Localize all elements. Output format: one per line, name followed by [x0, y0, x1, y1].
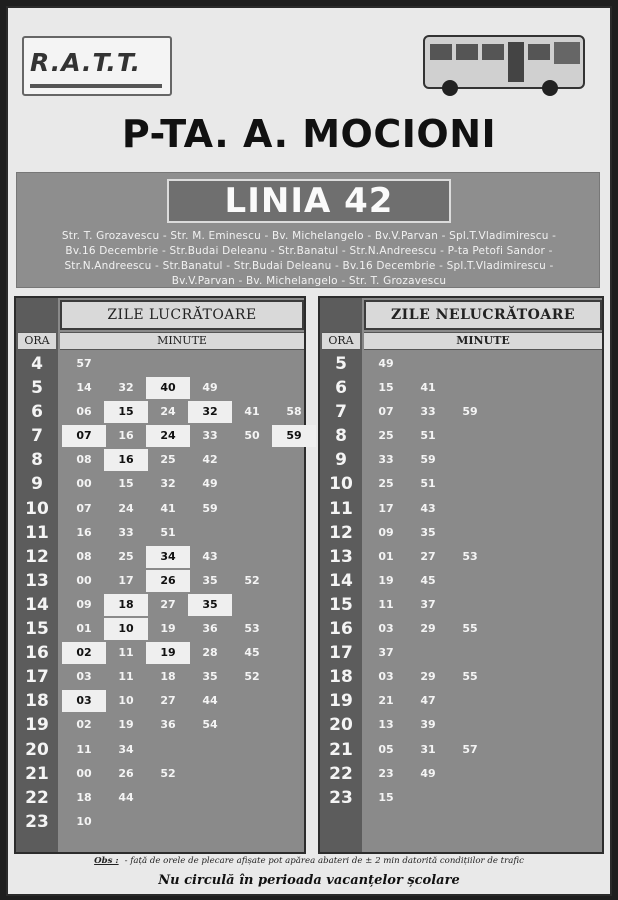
hour-cell: 8	[335, 426, 347, 447]
hour-cell: 6	[335, 378, 347, 399]
hour-cell: 4	[31, 354, 43, 374]
minute-cell: 52	[244, 670, 260, 684]
minute-cell: 27	[420, 549, 436, 563]
minute-cell: 59	[272, 425, 316, 447]
hour-cell: 19	[25, 715, 49, 736]
minute-cell: 43	[420, 501, 436, 515]
minute-cell: 52	[244, 573, 260, 587]
minute-cell: 03	[62, 690, 106, 712]
minute-cell: 03	[76, 670, 92, 684]
minute-cell: 08	[76, 549, 92, 563]
timetable-row	[320, 641, 602, 665]
timetable-row	[320, 497, 602, 521]
timetable-row	[16, 713, 304, 737]
timetable-row	[16, 424, 304, 448]
timetable-row	[320, 569, 602, 593]
timetable-row	[320, 593, 602, 617]
minute-cell: 49	[202, 477, 218, 491]
minute-cell: 25	[160, 453, 176, 467]
minute-cell: 41	[420, 381, 436, 395]
minute-cell: 32	[118, 381, 134, 395]
bus-icon	[420, 28, 588, 100]
weekend-title: ZILE NELUCRĂTOARE	[364, 300, 602, 330]
obs-text: - față de orele de plecare afișate pot apărea abateri de ± 2 min datorită condițiilor de trafic	[124, 856, 524, 866]
minute-cell: 18	[160, 670, 176, 684]
minute-cell: 55	[462, 670, 478, 684]
minute-cell: 59	[462, 405, 478, 419]
timetable-row	[16, 617, 304, 641]
timetable-row	[320, 617, 602, 641]
minute-cell: 10	[118, 694, 134, 708]
hour-cell: 10	[25, 498, 49, 519]
minute-cell: 35	[420, 525, 436, 539]
minute-cell: 09	[76, 597, 92, 611]
timetable-row	[16, 497, 304, 521]
timetable-row	[16, 472, 304, 496]
timetable-row	[320, 448, 602, 472]
minute-cell: 53	[462, 549, 478, 563]
minute-cell: 44	[202, 694, 218, 708]
timetable-row	[16, 738, 304, 762]
minute-cell: 00	[76, 766, 92, 780]
hour-cell: 23	[25, 811, 49, 832]
minute-cell: 24	[118, 501, 134, 515]
route-line: Str.N.Andreescu - Str.Banatul - Str.Budai Deleanu - Bv.16 Decembrie - Spl.T.Vladimirescu -	[64, 260, 554, 272]
minute-cell: 36	[160, 718, 176, 732]
hour-cell: 9	[31, 474, 43, 495]
hour-cell: 13	[329, 546, 353, 567]
minute-cell: 02	[76, 718, 92, 732]
hour-header: ORA	[322, 332, 360, 350]
minute-cell: 01	[76, 622, 92, 636]
minute-cell: 33	[118, 525, 134, 539]
timetable-row	[16, 665, 304, 689]
route-description	[23, 229, 595, 289]
minute-cell: 59	[202, 501, 218, 515]
minute-cell: 07	[76, 501, 92, 515]
minute-cell: 52	[160, 766, 176, 780]
weekend-rows	[320, 352, 602, 810]
minute-cell: 43	[202, 549, 218, 563]
timetable-row	[320, 521, 602, 545]
hour-cell: 21	[25, 763, 49, 784]
minute-cell: 32	[160, 477, 176, 491]
hour-cell: 21	[329, 739, 353, 760]
hour-cell: 17	[329, 643, 353, 664]
minute-cell: 17	[118, 573, 134, 587]
hour-cell: 18	[25, 691, 49, 712]
minute-cell: 33	[378, 453, 394, 467]
route-line: Bv.16 Decembrie - Str.Budai Deleanu - Str.Banatul - Str.N.Andreescu - P-ta Petofi Sandor -	[65, 245, 553, 257]
minute-cell: 32	[188, 401, 232, 423]
minute-cell: 49	[378, 357, 394, 370]
timetable-row	[320, 665, 602, 689]
minute-cell: 14	[76, 381, 92, 395]
minute-cell: 44	[118, 790, 134, 804]
minute-cell: 21	[378, 694, 394, 708]
minute-cell: 19	[160, 622, 176, 636]
minute-cell: 11	[118, 670, 134, 684]
minute-cell: 53	[244, 622, 260, 636]
hour-cell: 12	[329, 522, 353, 543]
minute-cell: 16	[118, 429, 134, 443]
hour-cell: 14	[329, 570, 353, 591]
minute-cell: 07	[378, 405, 394, 419]
route-line: Str. T. Grozavescu - Str. M. Eminescu - Bv. Michelangelo - Bv.V.Parvan - Spl.T.Vladimirescu -	[61, 230, 557, 242]
minute-cell: 26	[118, 766, 134, 780]
minute-cell: 45	[244, 646, 260, 660]
minute-cell: 45	[420, 573, 436, 587]
minute-cell: 27	[160, 597, 176, 611]
minute-cell: 10	[76, 814, 92, 828]
minute-cell: 02	[62, 642, 106, 664]
minute-cell: 29	[420, 622, 436, 636]
hour-cell: 11	[25, 522, 49, 543]
minute-cell: 13	[378, 718, 394, 732]
minute-cell: 51	[420, 477, 436, 491]
minute-cell: 11	[118, 646, 134, 660]
minute-cell: 03	[378, 670, 394, 684]
minute-cell: 37	[378, 646, 394, 660]
minute-cell: 11	[76, 742, 92, 756]
minute-cell: 10	[104, 618, 148, 640]
minute-cell: 42	[202, 453, 218, 467]
minute-cell: 57	[462, 742, 478, 756]
route-band	[16, 172, 600, 288]
minute-cell: 25	[118, 549, 134, 563]
hour-cell: 5	[335, 354, 347, 374]
minutes-header: MINUTE	[364, 332, 602, 350]
minute-cell: 54	[202, 718, 218, 732]
timetable-row	[16, 786, 304, 810]
timetable-row	[16, 641, 304, 665]
timetable-row	[320, 689, 602, 713]
timetable-row	[16, 376, 304, 400]
minute-cell: 59	[420, 453, 436, 467]
minute-cell: 17	[378, 501, 394, 515]
minute-cell: 49	[420, 766, 436, 780]
minute-cell: 18	[76, 790, 92, 804]
minute-cell: 09	[378, 525, 394, 539]
ratt-logo	[22, 36, 172, 96]
timetable-row	[320, 376, 602, 400]
hour-cell: 14	[25, 594, 49, 615]
minute-cell: 33	[202, 429, 218, 443]
weekend-table	[318, 296, 604, 854]
hour-cell: 9	[335, 450, 347, 471]
timetable-row	[16, 545, 304, 569]
minute-cell: 11	[378, 597, 394, 611]
minute-cell: 34	[118, 742, 134, 756]
minute-cell: 36	[202, 622, 218, 636]
hour-cell: 11	[329, 498, 353, 519]
hour-cell: 7	[335, 402, 347, 423]
hour-cell: 13	[25, 570, 49, 591]
logo-underline	[30, 84, 162, 88]
minute-cell: 24	[146, 425, 190, 447]
timetable-row	[16, 352, 304, 376]
minute-cell: 28	[202, 646, 218, 660]
minute-cell: 15	[118, 477, 134, 491]
timetable-row	[16, 448, 304, 472]
timetable-row	[16, 593, 304, 617]
hour-cell: 20	[329, 715, 353, 736]
minutes-header: MINUTE	[60, 332, 304, 350]
hour-cell: 16	[25, 643, 49, 664]
minute-cell: 35	[188, 594, 232, 616]
minute-cell: 49	[202, 381, 218, 395]
minute-cell: 41	[160, 501, 176, 515]
minute-cell: 37	[420, 597, 436, 611]
minute-cell: 41	[244, 405, 260, 419]
hour-cell: 22	[329, 763, 353, 784]
hour-cell: 22	[25, 787, 49, 808]
minute-cell: 34	[146, 546, 190, 568]
timetable-row	[16, 569, 304, 593]
minute-cell: 25	[378, 429, 394, 443]
minute-cell: 24	[160, 405, 176, 419]
minute-cell: 00	[76, 477, 92, 491]
minute-cell: 15	[378, 381, 394, 395]
weekday-rows	[16, 352, 304, 834]
stop-name: P-TA. A. MOCIONI	[121, 112, 497, 156]
minute-cell: 26	[146, 570, 190, 592]
minute-cell: 19	[378, 573, 394, 587]
route-line: Bv.V.Parvan - Bv. Michelangelo - Str. T. Grozavescu	[171, 275, 447, 287]
minute-cell: 25	[378, 477, 394, 491]
timetable-row	[320, 713, 602, 737]
logo-text: R.A.T.T.	[30, 48, 142, 77]
minute-cell: 27	[160, 694, 176, 708]
minute-cell: 33	[420, 405, 436, 419]
minute-cell: 50	[244, 429, 260, 443]
minute-cell: 16	[76, 525, 92, 539]
timetable-row	[16, 400, 304, 424]
timetable-row	[320, 400, 602, 424]
hour-cell: 16	[329, 619, 353, 640]
minute-cell: 00	[76, 573, 92, 587]
minute-cell: 51	[420, 429, 436, 443]
minute-cell: 35	[202, 573, 218, 587]
minute-cell: 03	[378, 622, 394, 636]
timetable-row	[320, 472, 602, 496]
minute-cell: 57	[76, 357, 92, 370]
obs-label: Obs :	[94, 856, 119, 866]
minute-cell: 40	[146, 377, 190, 399]
timetable-row	[16, 810, 304, 834]
hour-cell: 17	[25, 667, 49, 688]
minute-cell: 29	[420, 670, 436, 684]
hour-cell: 5	[31, 378, 43, 399]
minute-cell: 35	[202, 670, 218, 684]
hour-cell: 18	[329, 667, 353, 688]
minute-cell: 18	[104, 594, 148, 616]
timetable-row	[320, 786, 602, 810]
minute-cell: 19	[118, 718, 134, 732]
hour-cell: 6	[31, 402, 43, 423]
hour-cell: 19	[329, 691, 353, 712]
timetable-row	[16, 762, 304, 786]
timetable-row	[320, 738, 602, 762]
minute-cell: 05	[378, 742, 394, 756]
weekday-table	[14, 296, 306, 854]
minute-cell: 15	[378, 790, 394, 804]
minute-cell: 31	[420, 742, 436, 756]
minute-cell: 47	[420, 694, 436, 708]
minute-cell: 23	[378, 766, 394, 780]
timetable-row	[320, 762, 602, 786]
school-holiday-note: Nu circulă în perioada vacanțelor școlare	[158, 873, 460, 888]
minute-cell: 19	[146, 642, 190, 664]
hour-cell: 10	[329, 474, 353, 495]
minute-cell: 15	[104, 401, 148, 423]
hour-cell: 7	[31, 426, 43, 447]
hour-cell: 8	[31, 450, 43, 471]
hour-cell: 23	[329, 787, 353, 808]
timetable-row	[320, 545, 602, 569]
minute-cell: 55	[462, 622, 478, 636]
minute-cell: 39	[420, 718, 436, 732]
timetable-row	[16, 521, 304, 545]
minute-cell: 01	[378, 549, 394, 563]
timetable-row	[320, 424, 602, 448]
minute-cell: 06	[76, 405, 92, 419]
minute-cell: 07	[62, 425, 106, 447]
hour-cell: 20	[25, 739, 49, 760]
minute-cell: 51	[160, 525, 176, 539]
timetable-row	[16, 689, 304, 713]
hour-cell: 15	[329, 594, 353, 615]
minute-cell: 16	[104, 449, 148, 471]
minute-cell: 08	[76, 453, 92, 467]
hour-header: ORA	[18, 332, 56, 350]
line-number: LINIA 42	[167, 179, 451, 223]
minute-cell: 58	[286, 405, 302, 419]
timetable-row	[320, 352, 602, 376]
hour-cell: 15	[25, 619, 49, 640]
observation	[0, 856, 618, 866]
hour-cell: 12	[25, 546, 49, 567]
weekday-title: ZILE LUCRĂTOARE	[60, 300, 304, 330]
